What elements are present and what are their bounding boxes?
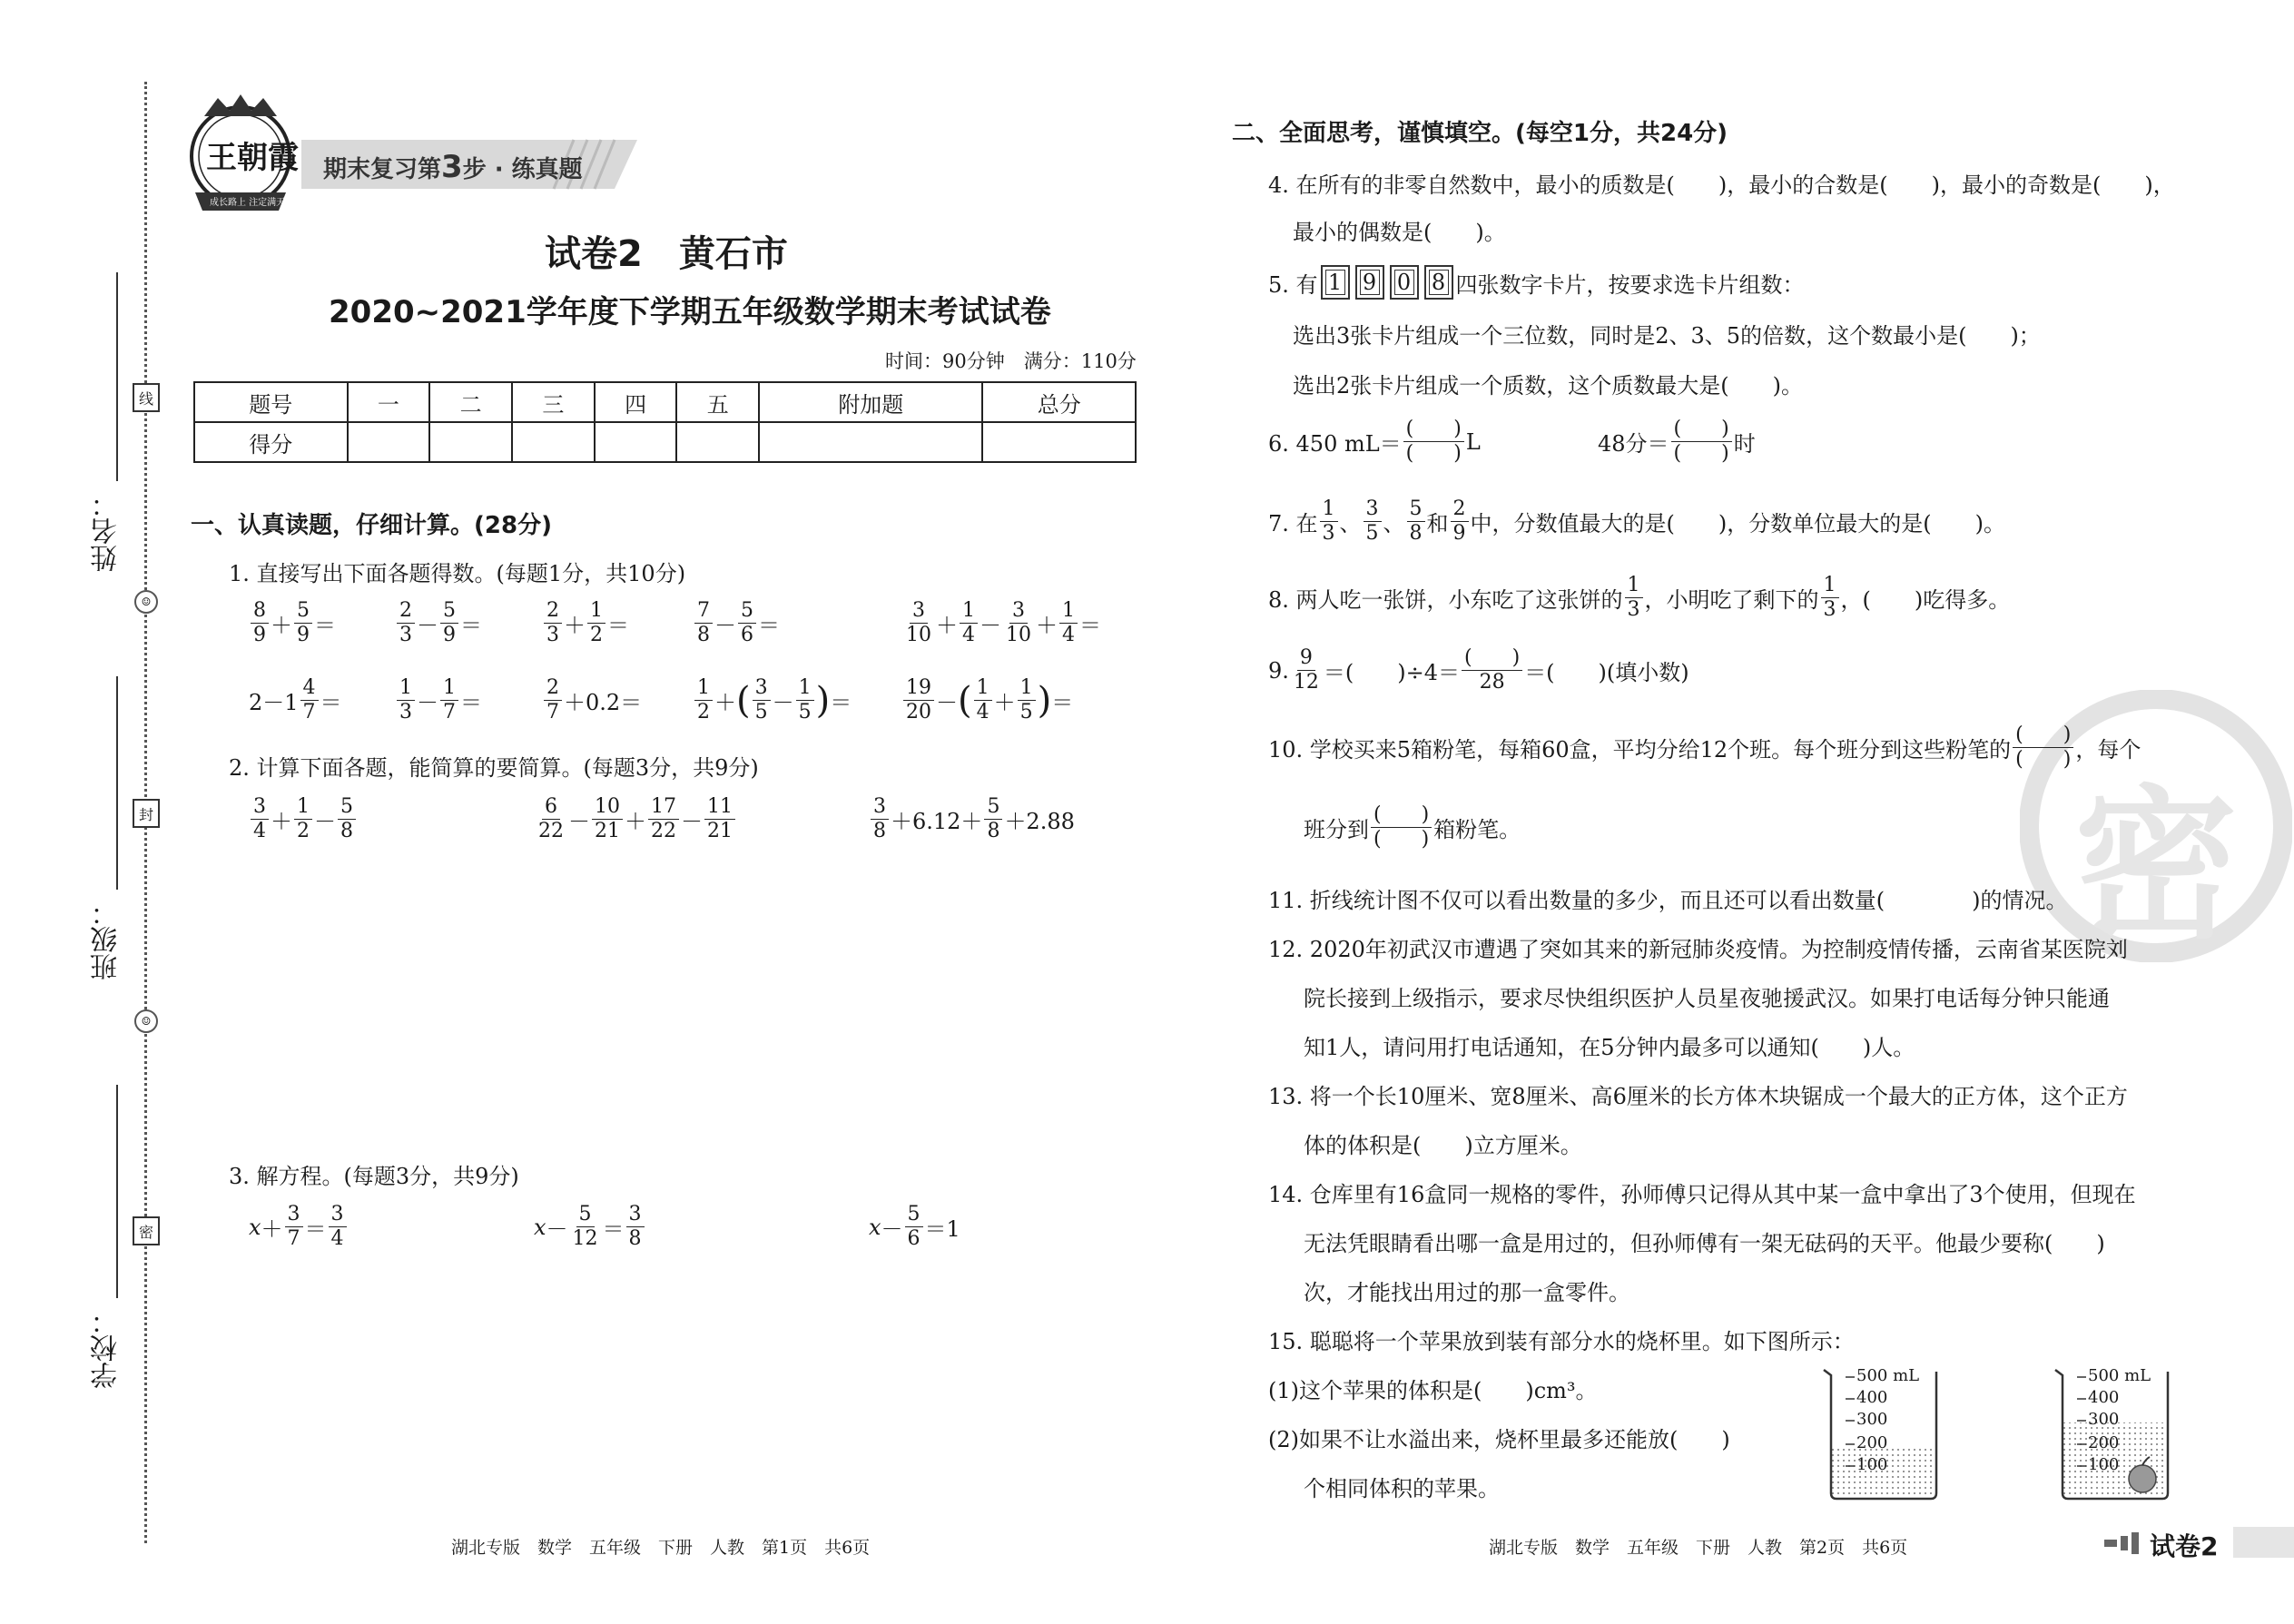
class-field[interactable]: [116, 676, 118, 890]
q6-b-unit: 时: [1733, 431, 1756, 457]
score-table: [193, 381, 1137, 463]
q8-part-b: ，小明吃了剩下的: [1644, 587, 1819, 613]
beaker-tick: 400: [1856, 1388, 1888, 1407]
q1-instruction: 1. 直接写出下面各题得数。(每题1分，共10分): [229, 561, 686, 586]
score-input-cell[interactable]: [982, 422, 1136, 462]
q6-b-prefix: 48分＝: [1598, 431, 1669, 457]
q6-a-unit: L: [1465, 428, 1481, 455]
class-label: 班级：: [91, 899, 123, 980]
brand-logo: [177, 91, 304, 218]
q13-line2: 体的体积是( )立方厘米。: [1304, 1133, 1582, 1158]
time-info: 时间：90分钟 满分：110分: [885, 350, 1137, 372]
q8-part-a: 8. 两人吃一张饼，小东吃了这张饼的: [1268, 587, 1623, 613]
score-input-cell[interactable]: [676, 422, 759, 462]
score-value-row: [194, 422, 1136, 462]
score-cell: 附加题: [759, 382, 982, 422]
calc-item: 1 3 － 1 7 ＝: [395, 676, 482, 724]
q9-suffix: ＝( )(填小数): [1524, 660, 1689, 685]
seal-feng: 封: [133, 799, 160, 828]
equation-item: x ＋ 3 7 ＝ 3 4: [249, 1203, 349, 1251]
q15: 15. 聪聪将一个苹果放到装有部分水的烧杯里。如下图所示：: [1268, 1329, 1855, 1354]
digit-card: 1: [1321, 265, 1350, 300]
q6-b: 48分＝ ( ) ( ) 时: [1598, 418, 1756, 465]
q4-line2: 最小的偶数是( )。: [1293, 220, 1506, 245]
beaker-tick: 100: [2088, 1455, 2120, 1474]
score-cell: 一: [348, 382, 430, 422]
beaker-tick: 500 mL: [1856, 1366, 1920, 1385]
q12-line2: 院长接到上级指示，要求尽快组织医护人员星夜驰援武汉。如果打电话每分钟只能通: [1304, 986, 2110, 1011]
calc-item: 8 9 ＋ 5 9 ＝: [249, 599, 336, 647]
equation-item: x － 5 12 ＝ 3 8: [534, 1203, 646, 1251]
q5-line1: [1268, 265, 1805, 300]
banner: [301, 136, 637, 192]
q14-line1: 14. 仓库里有16盒同一规格的零件，孙师傅只记得从其中某一盒中拿出了3个使用，但现在: [1268, 1182, 2136, 1207]
banner-prefix: 期末复习第: [323, 156, 442, 183]
q15-sub2: (2)如果不让水溢出来，烧杯里最多还能放( ): [1268, 1427, 1730, 1452]
q9: 9. 9 12 ＝( )÷4＝ ( ) 28 ＝( )(填小数): [1268, 646, 1689, 694]
q5-line2: 选出3张卡片组成一个三位数，同时是2、3、5的倍数，这个数最小是( )；: [1293, 323, 2041, 349]
seal-xian: 线: [133, 383, 160, 412]
logo-sub: 成长路上 注定满天: [210, 198, 286, 208]
q4-line1: 4. 在所有的非零自然数中，最小的质数是( )，最小的合数是( )，最小的奇数是( )，: [1268, 172, 2175, 198]
q15-sub2b: 个相同体积的苹果。: [1304, 1476, 1500, 1501]
q14-line3: 次，才能找出用过的那一盒零件。: [1304, 1280, 1630, 1305]
school-field[interactable]: [116, 1085, 118, 1298]
footer-tab: [2233, 1527, 2294, 1558]
equation-item: x － 5 6 ＝1: [869, 1203, 960, 1250]
q10-line1: 10. 学校买来5箱粉笔，每箱60盒，平均分给12个班。每个班分到这些粉笔的 ( ) ( ) ，每个: [1268, 723, 2141, 771]
q9-mid: ＝( )÷4＝: [1323, 660, 1461, 685]
q12-line1: 12. 2020年初武汉市遭遇了突如其来的新冠肺炎疫情。为控制疫情传播，云南省某医院刘: [1268, 937, 2128, 962]
circle-mark-icon: ☺: [134, 590, 158, 614]
beaker-before: [1820, 1366, 1947, 1501]
q7: 7. 在 1 3 、 3 5 、 5 8 和 2 9 中，分数值最大的是( )，分数单位最大的是( )。: [1268, 497, 2005, 545]
score-header-row: [194, 382, 1136, 422]
q7-suffix: 中，分数值最大的是( )，分数单位最大的是( )。: [1470, 511, 2005, 536]
watermark-text: 密: [2074, 772, 2239, 961]
calc-item: 2 3 ＋ 1 2 ＝: [542, 599, 629, 647]
calc-item: 2－1 4 7 ＝: [249, 676, 342, 723]
footer-tag: 试卷2: [2150, 1531, 2219, 1561]
score-input-cell[interactable]: [429, 422, 512, 462]
q7-and: 和: [1426, 511, 1449, 536]
calc-item: 3 10 ＋ 1 4 － 3 10 ＋ 1 4 ＝: [906, 599, 1101, 646]
section1-title: 一、认真读题，仔细计算。(28分): [191, 512, 552, 539]
score-input-cell[interactable]: [512, 422, 595, 462]
digit-card: 0: [1390, 265, 1419, 300]
score-cell: 四: [595, 382, 677, 422]
beaker-tick: 500 mL: [2088, 1366, 2151, 1385]
q7-prefix: 7. 在: [1268, 511, 1318, 536]
score-cell: 五: [676, 382, 759, 422]
score-cell: 题号: [194, 382, 348, 422]
q5-prefix: 5. 有: [1268, 271, 1318, 298]
calc-item: 7 8 － 5 6 ＝: [693, 599, 780, 647]
name-label: 姓名：: [91, 490, 123, 572]
q14-line2: 无法凭眼睛看出哪一盒是用过的，但孙师傅有一架无砝码的天平。他最少要称( ): [1304, 1231, 2105, 1256]
beaker-tick: 300: [1856, 1410, 1888, 1429]
q5-suffix: 四张数字卡片，按要求选卡片组数：: [1455, 271, 1805, 298]
q10-text: 10. 学校买来5箱粉笔，每箱60盒，平均分给12个班。每个班分到这些粉笔的: [1268, 737, 2012, 763]
section2-title: 二、全面思考，谨慎填空。(每空1分，共24分): [1232, 120, 1728, 147]
q9-prefix: 9.: [1268, 657, 1289, 684]
circle-mark-icon: ☺: [134, 1009, 158, 1033]
q15-sub1: (1)这个苹果的体积是( )cm³。: [1268, 1378, 1598, 1403]
q11: 11. 折线统计图不仅可以看出数量的多少，而且还可以看出数量( )的情况。: [1268, 888, 2068, 913]
q10-text-end: ，每个: [2075, 737, 2141, 763]
footer-left: 湖北专版 数学 五年级 下册 人教 第1页 共6页: [451, 1538, 871, 1558]
q6-a: 6. 450 mL＝ ( ) ( ) L: [1268, 418, 1481, 465]
q8: 8. 两人吃一张饼，小东吃了这张饼的 1 3 ，小明吃了剩下的 1 3 ，( )吃得多。: [1268, 574, 2011, 621]
binding-margin: [0, 0, 182, 1624]
exam-subtitle: 2020~2021学年度下学期五年级数学期末考试试卷: [329, 294, 1051, 330]
q8-part-c: ，( )吃得多。: [1840, 587, 2011, 613]
seal-mi: 密: [133, 1216, 160, 1245]
q10-line2-b: 箱粉笔。: [1433, 817, 1521, 842]
exam-title: 试卷2 黄石市: [545, 233, 788, 275]
score-input-cell[interactable]: [595, 422, 677, 462]
calc-item: 19 20 － ( 1 4 ＋ 1 5 ) ＝: [901, 676, 1073, 724]
beaker-after: [2052, 1366, 2179, 1501]
q10-line2: 班分到 ( ) ( ) 箱粉笔。: [1304, 803, 1521, 851]
score-cell: 二: [429, 382, 512, 422]
score-label-cell: 得分: [194, 422, 348, 462]
q10-line2-a: 班分到: [1304, 817, 1369, 842]
digit-card: 9: [1355, 265, 1384, 300]
logo-text: 王朝霞: [206, 140, 299, 176]
digit-card: 8: [1424, 265, 1453, 300]
calc-item: 2 3 － 5 9 ＝: [395, 599, 482, 647]
calc-item: 2 7 ＋0.2＝: [542, 676, 642, 724]
calc-item: 3 8 ＋6.12＋ 5 8 ＋2.88: [869, 795, 1075, 843]
calc-item: 1 2 ＋ ( 3 5 － 1 5 ) ＝: [693, 676, 852, 724]
beaker-tick: 200: [2088, 1433, 2120, 1452]
score-cell: 总分: [982, 382, 1136, 422]
q12-line3: 知1人，请问用打电话通知，在5分钟内最多可以通知( )人。: [1304, 1035, 1915, 1060]
q2-instruction: 2. 计算下面各题，能简算的要简算。(每题3分，共9分): [229, 755, 759, 781]
q6-a-prefix: 6. 450 mL＝: [1268, 431, 1402, 457]
footer-right: 湖北专版 数学 五年级 下册 人教 第2页 共6页: [1489, 1538, 1908, 1558]
banner-suffix: 步 · 练真题: [462, 156, 583, 183]
calc-item: 6 22 － 10 21 ＋ 17 22 － 11 21: [534, 795, 737, 843]
banner-step: 3: [441, 149, 463, 185]
beaker-tick: 100: [1856, 1455, 1888, 1474]
beaker-tick: 300: [2088, 1410, 2120, 1429]
calc-item: 3 4 ＋ 1 2 － 5 8: [249, 795, 358, 843]
name-field[interactable]: [116, 272, 118, 481]
beaker-tick: 400: [2088, 1388, 2120, 1407]
q5-line3: 选出2张卡片组成一个质数，这个质数最大是( )。: [1293, 373, 1803, 399]
score-input-cell[interactable]: [759, 422, 982, 462]
beaker-tick: 200: [1856, 1433, 1888, 1452]
q13-line1: 13. 将一个长10厘米、宽8厘米、高6厘米的长方体木块锯成一个最大的正方体，这个正方: [1268, 1084, 2128, 1109]
score-cell: 三: [512, 382, 595, 422]
q3-instruction: 3. 解方程。(每题3分，共9分): [229, 1164, 519, 1189]
school-label: 学校：: [91, 1307, 123, 1389]
score-input-cell[interactable]: [348, 422, 430, 462]
